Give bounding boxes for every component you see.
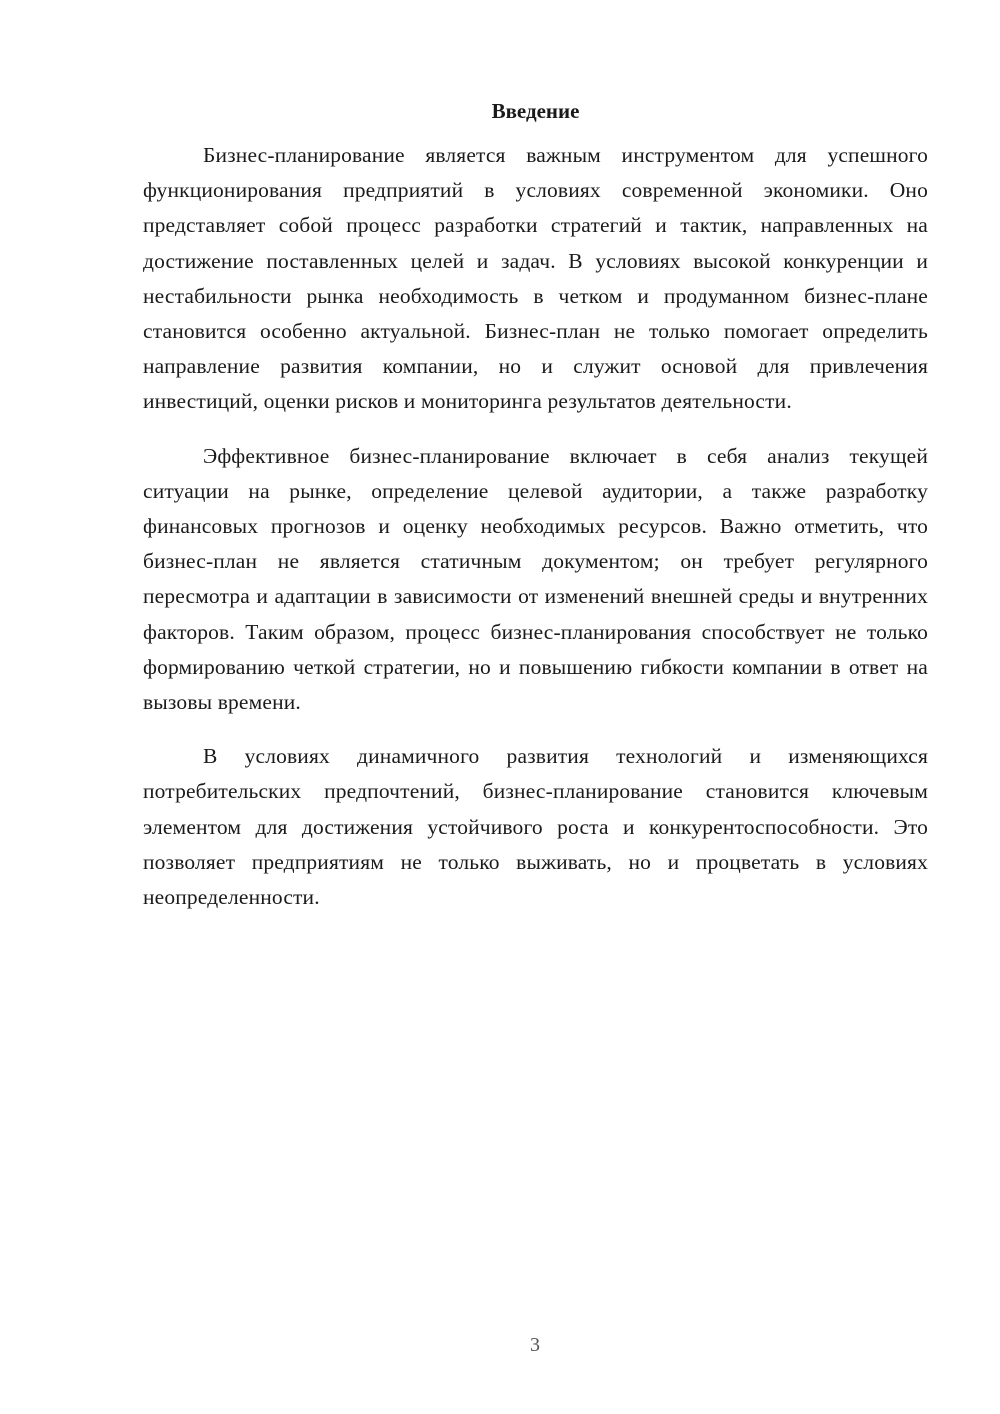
page-number: 3 (530, 1334, 540, 1356)
page-content (143, 96, 928, 934)
paragraph-1: Бизнес-планирование является важным инструментом для успешного функционирования предприятий в условиях современной экономики. Оно представляет собой процесс разработки стратегий и тактик, направленных на достижение поставленных целей и задач. В условиях высокой конкуренции и нестабильности рынка необходимость в четком и продуманном бизнес-плане становится особенно актуальной. Бизнес-план не только помогает определить направление развития компании, но и служит основой для привлечения инвестиций, оценки рисков и мониторинга результатов деятельности. (143, 143, 928, 414)
paragraph-3: В условиях динамичного развития технологий и изменяющихся потребительских предпочтений, бизнес-планирование становится ключевым элементом для достижения устойчивого роста и конкурентоспособности. Это позволяет предприятиям не только выживать, но и процветать в условиях неопределенности. (143, 744, 928, 910)
paragraph-2: Эффективное бизнес-планирование включает в себя анализ текущей ситуации на рынке, определение целевой аудитории, а также разработку финансовых прогнозов и оценку необходимых ресурсов. Важно отметить, что бизнес-план не является статичным документом; он требует регулярного пересмотра и адаптации в зависимости от изменений внешней среды и внутренних факторов. Таким образом, процесс бизнес-планирования способствует не только формированию четкой стратегии, но и повышению гибкости компании в ответ на вызовы времени. (143, 443, 928, 715)
section-heading: Введение (491, 99, 580, 123)
